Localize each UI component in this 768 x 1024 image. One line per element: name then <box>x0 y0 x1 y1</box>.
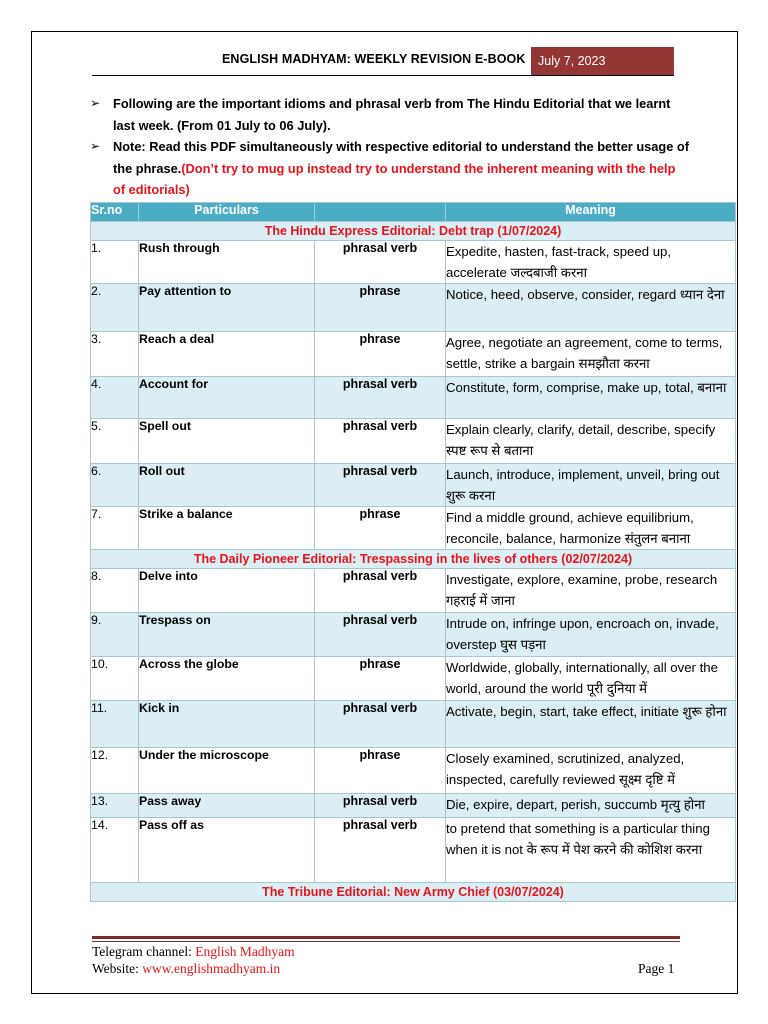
note-text <box>113 136 690 201</box>
section-row <box>91 883 736 902</box>
table-row <box>91 507 736 550</box>
row-phrase: Pass away <box>139 794 315 818</box>
intro-text: Following are the important idioms and phrasal verb from The Hindu Editorial that we learnt last week. (From 01 July to 06 July). <box>113 96 671 133</box>
telegram-line <box>92 944 295 960</box>
idioms-table <box>90 202 736 902</box>
table-row <box>91 818 736 883</box>
row-type: phrasal verb <box>315 818 446 883</box>
date-badge: July 7, 2023 <box>531 47 674 75</box>
row-number: 13. <box>91 794 139 818</box>
row-type: phrase <box>315 748 446 794</box>
row-meaning: Constitute, form, comprise, make up, total, बनाना <box>446 377 736 419</box>
table-row <box>91 464 736 507</box>
header-srno: Sr.no <box>91 203 139 222</box>
row-phrase: Across the globe <box>139 657 315 701</box>
row-type: phrasal verb <box>315 569 446 613</box>
row-phrase: Kick in <box>139 701 315 748</box>
row-type: phrasal verb <box>315 241 446 284</box>
website-label: Website: <box>92 961 143 976</box>
page-number: Page 1 <box>638 961 675 976</box>
row-type: phrasal verb <box>315 701 446 748</box>
row-type: phrasal verb <box>315 419 446 464</box>
section-row <box>91 550 736 569</box>
row-meaning: Worldwide, globally, internationally, all over the world, around the world पूरी दुनिया में <box>446 657 736 701</box>
row-phrase: Roll out <box>139 464 315 507</box>
footer-divider-thin <box>92 941 680 942</box>
row-number: 8. <box>91 569 139 613</box>
row-number: 3. <box>91 332 139 377</box>
section-title: The Tribune Editorial: New Army Chief (03/07/2024) <box>91 883 736 902</box>
row-type: phrasal verb <box>315 464 446 507</box>
section-row <box>91 222 736 241</box>
arrow-bullet-icon: ➢ <box>90 139 101 154</box>
row-meaning: Die, expire, depart, perish, succumb मृत्यु होना <box>446 794 736 818</box>
row-type: phrase <box>315 657 446 701</box>
row-phrase: Reach a deal <box>139 332 315 377</box>
row-number: 11. <box>91 701 139 748</box>
ebook-title: ENGLISH MADHYAM: WEEKLY REVISION E-BOOK <box>222 52 526 66</box>
table-row <box>91 241 736 284</box>
row-number: 7. <box>91 507 139 550</box>
arrow-bullet-icon: ➢ <box>90 96 101 110</box>
row-type: phrasal verb <box>315 377 446 419</box>
row-number: 6. <box>91 464 139 507</box>
telegram-label: Telegram channel: <box>92 944 196 959</box>
row-meaning: Closely examined, scrutinized, analyzed, inspected, carefully reviewed सूक्ष्म दृष्टि में <box>446 748 736 794</box>
row-meaning: Find a middle ground, achieve equilibrium, reconcile, balance, harmonize संतुलन बनाना <box>446 507 736 550</box>
table-row <box>91 377 736 419</box>
table-row <box>91 332 736 377</box>
row-number: 12. <box>91 748 139 794</box>
row-meaning: Agree, negotiate an agreement, come to terms, settle, strike a bargain समझौता करना <box>446 332 736 377</box>
row-number: 10. <box>91 657 139 701</box>
row-number: 4. <box>91 377 139 419</box>
note-instruction: Note: Read this PDF simultaneously with respective editorial to understand the better usage of the phrase. <box>113 139 689 176</box>
row-type: phrase <box>315 507 446 550</box>
telegram-link[interactable]: English Madhyam <box>195 944 295 959</box>
section-title: The Hindu Express Editorial: Debt trap (1/07/2024) <box>91 222 736 241</box>
row-number: 2. <box>91 284 139 332</box>
row-phrase: Pay attention to <box>139 284 315 332</box>
table-row <box>91 701 736 748</box>
row-type: phrasal verb <box>315 613 446 657</box>
table-row <box>91 613 736 657</box>
header-meaning: Meaning <box>446 203 736 222</box>
table-row <box>91 748 736 794</box>
row-meaning: to pretend that something is a particular thing when it is not के रूप में पेश करने की कोशिश करना <box>446 818 736 883</box>
row-phrase: Pass off as <box>139 818 315 883</box>
row-phrase: Spell out <box>139 419 315 464</box>
row-meaning: Investigate, explore, examine, probe, research गहराई में जाना <box>446 569 736 613</box>
row-meaning: Launch, introduce, implement, unveil, bring out शुरू करना <box>446 464 736 507</box>
row-phrase: Strike a balance <box>139 507 315 550</box>
row-number: 5. <box>91 419 139 464</box>
section-title: The Daily Pioneer Editorial: Trespassing in the lives of others (02/07/2024) <box>91 550 736 569</box>
row-phrase: Under the microscope <box>139 748 315 794</box>
intro-bullet <box>90 93 690 136</box>
header-divider <box>92 75 674 76</box>
website-link[interactable]: www.englishmadhyam.in <box>142 961 281 976</box>
row-meaning: Explain clearly, clarify, detail, describe, specify स्पष्ट रूप से बताना <box>446 419 736 464</box>
intro-notes <box>90 93 690 201</box>
row-meaning: Activate, begin, start, take effect, initiate शुरू होना <box>446 701 736 748</box>
table-row <box>91 657 736 701</box>
row-phrase: Rush through <box>139 241 315 284</box>
row-number: 14. <box>91 818 139 883</box>
row-meaning: Intrude on, infringe upon, encroach on, invade, overstep घुस पड़ना <box>446 613 736 657</box>
row-number: 9. <box>91 613 139 657</box>
row-meaning: Expedite, hasten, fast-track, speed up, accelerate जल्दबाजी करना <box>446 241 736 284</box>
row-type: phrase <box>315 332 446 377</box>
note-warning: (Don’t try to mug up instead try to understand the inherent meaning with the help of editorials) <box>113 160 676 198</box>
row-number: 1. <box>91 241 139 284</box>
row-type: phrasal verb <box>315 794 446 818</box>
row-type: phrase <box>315 284 446 332</box>
table-header-row <box>91 203 736 222</box>
row-phrase: Trespass on <box>139 613 315 657</box>
website-line <box>92 961 280 977</box>
row-meaning: Notice, heed, observe, consider, regard ध्यान देना <box>446 284 736 332</box>
note-bullet <box>90 136 690 201</box>
table-row <box>91 794 736 818</box>
footer-divider <box>92 936 680 939</box>
table-row <box>91 569 736 613</box>
row-phrase: Delve into <box>139 569 315 613</box>
table-row <box>91 419 736 464</box>
header-particulars: Particulars <box>139 203 315 222</box>
table-row <box>91 284 736 332</box>
row-phrase: Account for <box>139 377 315 419</box>
header-type <box>315 203 446 222</box>
